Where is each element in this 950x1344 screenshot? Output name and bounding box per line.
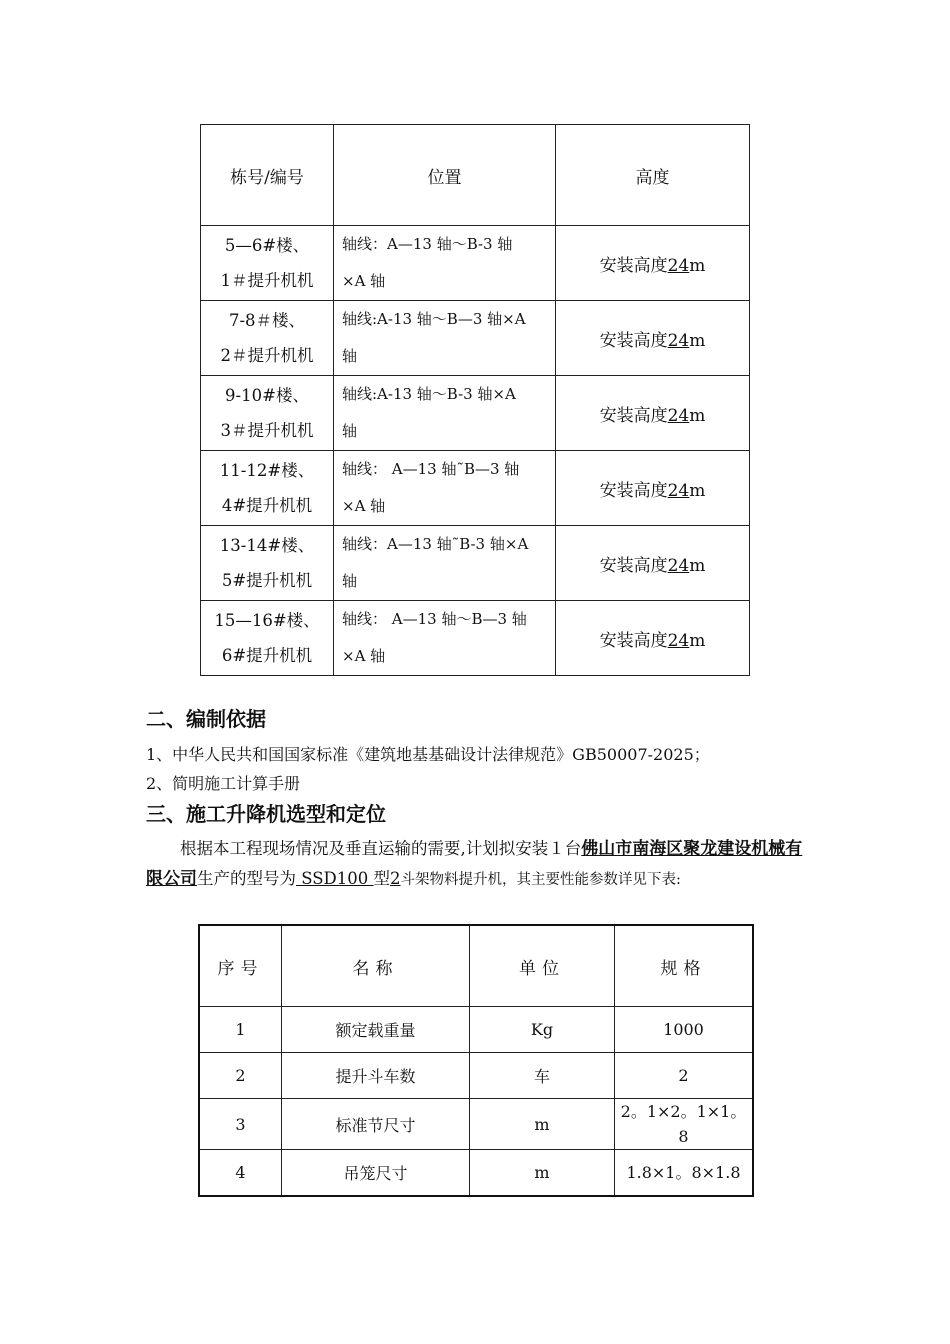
table-row [201, 526, 750, 601]
seq-no-cell: 3 [199, 1099, 282, 1150]
position-cell [334, 376, 556, 451]
building-text: 15—16#楼、 [214, 611, 320, 630]
table-row [201, 301, 750, 376]
height-unit: m [689, 480, 706, 501]
height-cell [556, 226, 750, 301]
building-cell [201, 526, 334, 601]
axis-text: 轴线： A—13 轴～B—3 轴 [342, 610, 527, 628]
name-cell: 提升斗车数 [282, 1053, 470, 1099]
bucket-count: 2 [390, 869, 401, 888]
height-label: 安装高度 [599, 405, 668, 426]
table-row [201, 376, 750, 451]
lift-text: 2＃提升机机 [220, 346, 314, 365]
lift-text: 1＃提升机机 [220, 271, 314, 290]
height-value: 24 [667, 255, 690, 276]
table-row [199, 1007, 753, 1053]
header-unit: 单位 [470, 925, 615, 1007]
building-text: 13-14#楼、 [219, 536, 315, 555]
position-cell [334, 526, 556, 601]
height-label: 安装高度 [599, 255, 668, 276]
lift-text: 6#提升机机 [221, 646, 313, 665]
table-row [199, 1053, 753, 1099]
lift-text: 3＃提升机机 [220, 421, 314, 440]
axis-text-cont: ×A 轴 [342, 647, 386, 665]
axis-text-cont: 轴 [342, 572, 358, 590]
building-cell [201, 376, 334, 451]
height-label: 安装高度 [599, 480, 668, 501]
axis-text: 轴线:A-13 轴～B-3 轴×A [342, 385, 516, 403]
seq-no-cell: 2 [199, 1053, 282, 1099]
height-unit: m [689, 330, 706, 351]
height-value: 24 [667, 330, 690, 351]
axis-text: 轴线:A-13 轴～B—3 轴×A [342, 310, 526, 328]
height-unit: m [689, 555, 706, 576]
unit-cell: 车 [470, 1053, 615, 1099]
position-cell [334, 226, 556, 301]
axis-text: 轴线：A—13 轴～B-3 轴 [342, 235, 513, 253]
height-unit: m [689, 255, 706, 276]
para-text-b: 生产的型号为 [197, 869, 296, 888]
manufacturer-name: 佛山市南海区聚龙建设机械有限公司 [146, 839, 803, 889]
height-unit: m [689, 405, 706, 426]
lift-text: 4#提升机机 [221, 496, 313, 515]
building-text: 9-10#楼、 [225, 386, 309, 405]
building-text: 7-8＃楼、 [228, 311, 306, 330]
building-cell [201, 451, 334, 526]
model-number: SSD100 [296, 869, 374, 888]
name-cell: 吊笼尺寸 [282, 1150, 470, 1197]
seq-no-cell: 1 [199, 1007, 282, 1053]
para-text-a: 根据本工程现场情况及垂直运输的需要,计划拟安装１台 [180, 839, 582, 858]
height-value: 24 [667, 630, 690, 651]
table-header-row [199, 925, 753, 1007]
basis-item-1: 1、中华人民共和国国家标准《建筑地基基础设计法律规范》GB50007-2025； [146, 745, 710, 764]
para-text-d: 斗架物料提升机，其主要性能参数详见下表: [400, 872, 681, 888]
table-row [201, 601, 750, 676]
spec-cell: 1.8×1。8×1.8 [615, 1150, 754, 1197]
position-cell [334, 301, 556, 376]
header-height: 高度 [556, 125, 750, 226]
unit-cell: m [470, 1099, 615, 1150]
axis-text: 轴线：A—13 轴˜B-3 轴×A [342, 535, 529, 553]
header-position: 位置 [334, 125, 556, 226]
height-cell [556, 301, 750, 376]
spec-cell: 2 [615, 1053, 754, 1099]
height-cell [556, 376, 750, 451]
building-cell [201, 601, 334, 676]
section3-paragraph [146, 834, 810, 895]
building-text: 5—6#楼、 [224, 236, 310, 255]
height-label: 安装高度 [599, 330, 668, 351]
position-cell [334, 451, 556, 526]
axis-text-cont: ×A 轴 [342, 497, 386, 515]
header-seq-no: 序号 [199, 925, 282, 1007]
table-row [199, 1099, 753, 1150]
name-cell: 额定载重量 [282, 1007, 470, 1053]
name-cell: 标准节尺寸 [282, 1099, 470, 1150]
axis-text-cont: 轴 [342, 347, 358, 365]
position-cell [334, 601, 556, 676]
section2-title: 二、编制依据 [146, 707, 266, 731]
height-cell [556, 526, 750, 601]
hoist-spec-table [198, 924, 754, 1197]
height-value: 24 [667, 555, 690, 576]
unit-cell: Kg [470, 1007, 615, 1053]
height-unit: m [689, 630, 706, 651]
elevator-location-table [200, 124, 750, 676]
basis-item-2: 2、简明施工计算手册 [146, 774, 301, 793]
height-value: 24 [667, 480, 690, 501]
table-row [201, 226, 750, 301]
para-text-c: 型 [373, 869, 391, 888]
table-row [201, 451, 750, 526]
height-value: 24 [667, 405, 690, 426]
header-building-no: 栋号/编号 [201, 125, 334, 226]
height-cell [556, 601, 750, 676]
table-header-row [201, 125, 750, 226]
spec-cell: 1000 [615, 1007, 754, 1053]
lift-text: 5#提升机机 [221, 571, 313, 590]
axis-text-cont: ×A 轴 [342, 272, 386, 290]
seq-no-cell: 4 [199, 1150, 282, 1197]
unit-cell: m [470, 1150, 615, 1197]
header-spec: 规格 [615, 925, 754, 1007]
height-label: 安装高度 [599, 630, 668, 651]
building-cell [201, 226, 334, 301]
table-row [199, 1150, 753, 1197]
building-cell [201, 301, 334, 376]
axis-text: 轴线： A—13 轴˜B—3 轴 [342, 460, 520, 478]
section3-title: 三、施工升降机选型和定位 [146, 802, 386, 826]
axis-text-cont: 轴 [342, 422, 358, 440]
height-label: 安装高度 [599, 555, 668, 576]
spec-cell: 2。1×2。1×1。8 [615, 1099, 754, 1150]
building-text: 11-12#楼、 [219, 461, 315, 480]
height-cell [556, 451, 750, 526]
header-name: 名称 [282, 925, 470, 1007]
